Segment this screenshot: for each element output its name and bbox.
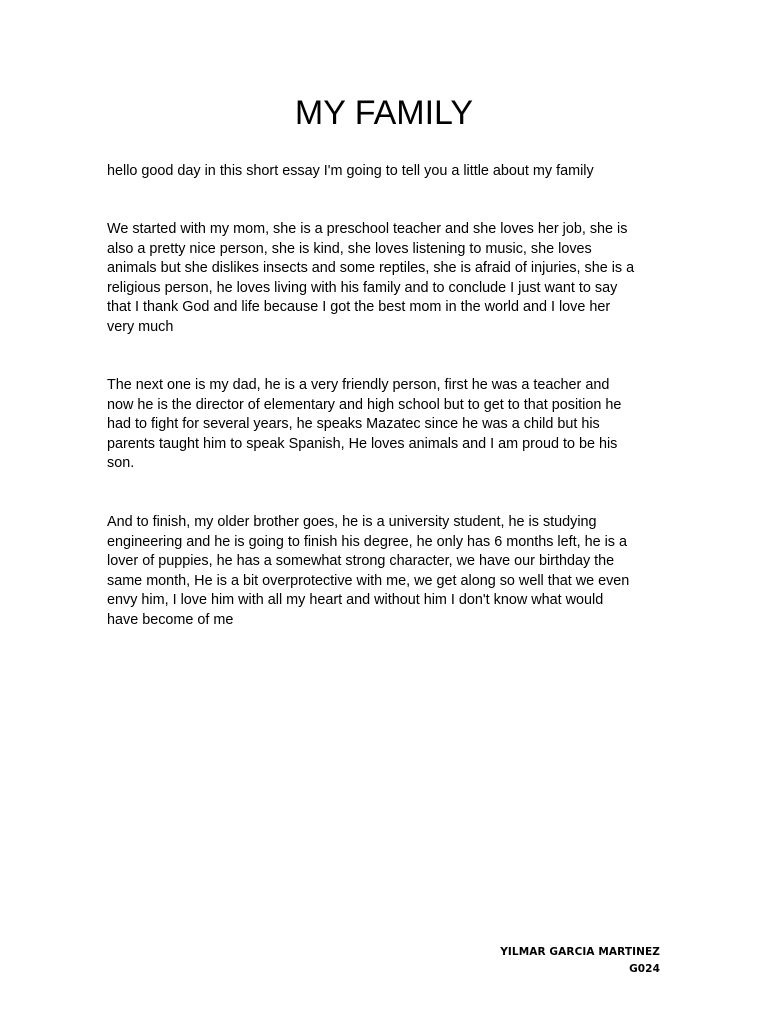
author-group: G024: [629, 963, 660, 975]
author-signature: [500, 944, 660, 978]
document-title: MY FAMILY: [294, 94, 474, 132]
dad-paragraph: The next one is my dad, he is a very friendly person, first he was a teacher and now he is the director of elementary and high school but to get to that position he had to fight for several years, he speaks Mazatec since he was a child but his parents taught him to speak Spanish, He loves animals and I am proud to be his son.: [107, 377, 622, 471]
author-name: YILMAR GARCIA MARTINEZ: [500, 946, 660, 958]
intro-paragraph: hello good day in this short essay I'm going to tell you a little about my family: [107, 163, 594, 179]
brother-paragraph: And to finish, my older brother goes, he is a university student, he is studying engineering and he is going to finish his degree, he only has 6 months left, he is a lover of puppies, he has a somewhat strong character, we have our birthday the same month, He is a bit overprotective with me, we get along so well that we even envy him, I love him with all my heart and without him I don't know what would have become of me: [107, 514, 630, 628]
mom-paragraph: We started with my mom, she is a preschool teacher and she loves her job, she is also a pretty nice person, she is kind, she loves listening to music, she loves animals but she dislikes insects and some reptiles, she is afraid of injuries, she is a religious person, he loves living with his family and to conclude I just want to say that I thank God and life because I got the best mom in the world and I love her very much: [107, 221, 635, 335]
